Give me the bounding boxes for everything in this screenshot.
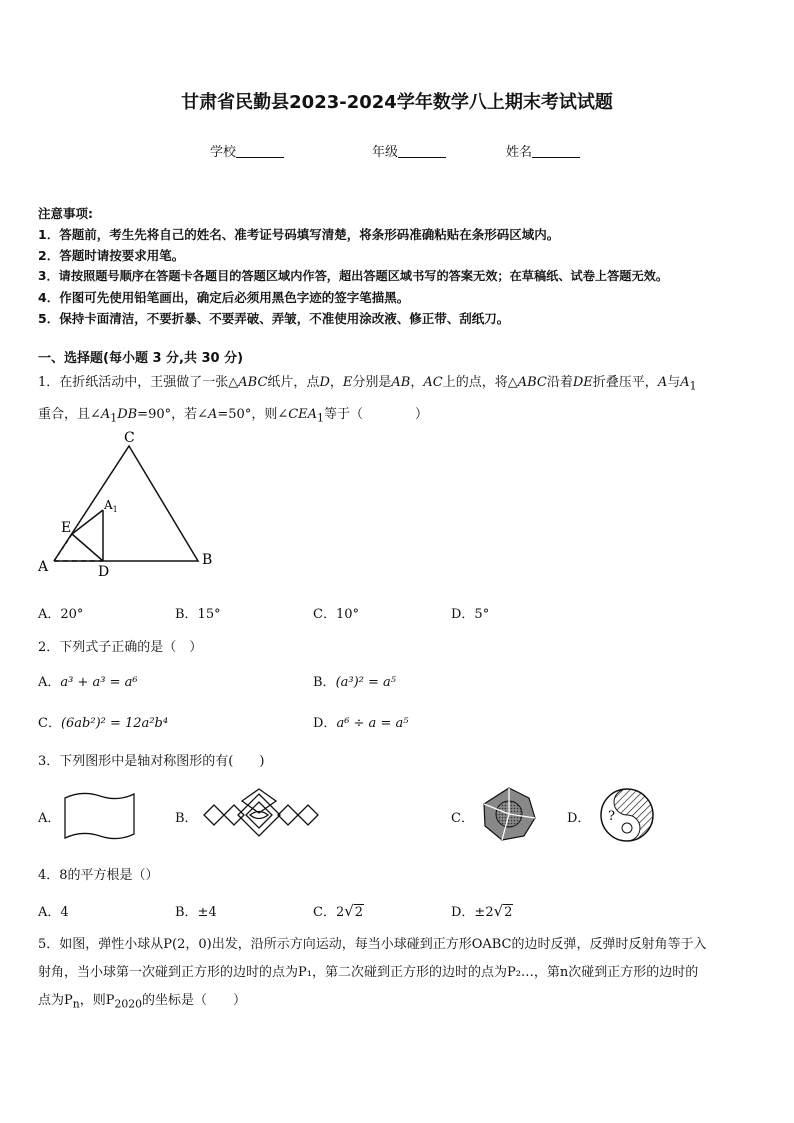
q2-option-b (313, 671, 396, 690)
q5-text: 的坐标是（ ） (142, 993, 247, 1008)
q5-text: n (72, 997, 80, 1011)
question-mark: ? (608, 809, 615, 824)
q4-radicand: 2 (504, 905, 513, 920)
grade-label: 年级 (372, 145, 399, 160)
grade-blank (398, 145, 446, 158)
school-blank (236, 145, 284, 158)
q5-text: ，则P (79, 993, 115, 1008)
q1-text: ABC (517, 375, 547, 390)
q2-option-a (38, 671, 138, 690)
question-4-stem: 4．8的平方根是（） (38, 868, 159, 883)
school-label: 学校 (210, 145, 237, 160)
label-A: A (38, 559, 49, 575)
q1-text: AB (391, 375, 411, 390)
q1-text: D (319, 375, 330, 390)
q1-text: 1．在折纸活动中，王强做了一张△ (38, 375, 239, 390)
q1-text: 与 (667, 375, 681, 390)
q3-option-c-label: C． (451, 811, 474, 826)
q2-option-label: C． (38, 716, 61, 731)
q4-option-a: A．4 (38, 905, 69, 920)
sqrt-icon: √ (344, 902, 354, 920)
question-5-stem (38, 931, 758, 1019)
q1-text: ， (410, 375, 424, 390)
q1-option-d: D．5° (451, 607, 490, 622)
note-item: 4．作图可先使用铅笔画出，确定后必须用黑色字迹的签字笔描黑。 (38, 290, 410, 305)
q5-line: 射角，当小球第一次碰到正方形的边时的点为P₁，第二次碰到正方形的边时的点为P₂…，第n次碰到正方形的边时的 (38, 965, 699, 980)
q2-option-expr: (a³)² = a⁵ (335, 675, 396, 690)
q3-option-c-figure (480, 786, 538, 842)
q3-option-b-figure (202, 788, 320, 842)
q1-text: 上的点，将△ (442, 375, 518, 390)
q4-option-label: C．2 (313, 905, 345, 920)
q1-text: =50°，则∠ (217, 406, 289, 422)
question-3-stem: 3．下列图形中是轴对称图形的有( ) (38, 754, 265, 769)
q2-option-d (313, 712, 408, 731)
name-label: 姓名 (506, 145, 533, 160)
q2-option-label: D． (313, 716, 337, 731)
q1-text: A (100, 406, 111, 422)
q1-text: 1 (317, 411, 324, 425)
q5-line: 5．如图，弹性小球从P(2，0)出发，沿所示方向运动，每当小球碰到正方形OABC的边时反弹，反弹时反射角等于入 (38, 937, 707, 952)
q3-option-a-figure (62, 790, 138, 842)
q1-text: 沿着 (546, 375, 573, 390)
q2-option-c (38, 712, 168, 731)
q4-option-c (313, 901, 364, 920)
q3-option-d-label: D． (567, 811, 591, 826)
q1-text: 1 (110, 411, 118, 425)
q1-text: E (342, 375, 353, 390)
q1-text: CEA (288, 406, 318, 422)
q1-text: A (680, 375, 690, 390)
q4-option-label: D．±2 (451, 905, 494, 920)
q1-text: AC (423, 375, 443, 390)
school-field (210, 141, 284, 160)
label-A1: $A_1$ (104, 498, 118, 514)
q1-triangle-figure (30, 430, 230, 580)
label-E: E (61, 520, 72, 536)
name-blank (532, 145, 580, 158)
grade-field (372, 141, 446, 160)
q2-option-expr: (6ab²)² = 12a²b⁴ (60, 716, 169, 731)
q1-text: 分别是 (352, 375, 392, 390)
q3-option-a-label: A． (38, 811, 61, 826)
note-item: 3．请按照题号顺序在答题卡各题目的答题区域内作答，超出答题区域书写的答案无效；在草稿纸、试卷上答题无效。 (38, 269, 669, 283)
notes-block (38, 203, 768, 329)
notes-heading: 注意事项: (38, 206, 93, 221)
q2-option-label: A． (38, 675, 61, 690)
q1-text: A (208, 406, 218, 422)
note-item: 2．答题时请按要求用笔。 (38, 248, 185, 263)
q1-option-c: C．10° (313, 607, 359, 622)
q4-option-b: B．±4 (175, 905, 217, 920)
q1-text: 折叠压平， (592, 375, 658, 390)
note-item: 1．答题前，考生先将自己的姓名、准考证号码填写清楚，将条形码准确粘贴在条形码区域内。 (38, 227, 560, 242)
q1-text: ， (329, 375, 343, 390)
q1-text: DB (117, 406, 138, 422)
q1-text: 纸片，点 (267, 375, 320, 390)
q4-radicand: 2 (354, 905, 364, 920)
q1-text: 等于（ ） (323, 406, 428, 422)
q1-text: A (657, 375, 668, 390)
q2-option-expr: a⁶ ÷ a = a⁵ (336, 716, 409, 731)
q1-text: =90°，若∠ (137, 406, 208, 422)
name-field (506, 141, 580, 160)
q2-option-expr: a³ + a³ = a⁶ (60, 675, 138, 690)
q3-option-d-figure (598, 786, 656, 844)
q4-option-d (451, 901, 513, 920)
page-title: 甘肃省民勤县2023-2024学年数学八上期末考试试题 (181, 92, 613, 113)
section-title: 一、选择题(每小题 3 分,共 30 分) (38, 351, 244, 366)
q5-text: 点为P (38, 993, 73, 1008)
q2-option-label: B． (313, 675, 336, 690)
sqrt-icon: √ (493, 902, 504, 920)
q1-option-b: B．15° (175, 607, 221, 622)
label-D: D (98, 564, 110, 580)
q5-text: 2020 (114, 997, 143, 1011)
q1-text: ABC (238, 375, 268, 390)
q1-option-a: A．20° (38, 607, 84, 622)
label-C: C (124, 430, 135, 446)
q1-text: DE (572, 375, 593, 390)
q1-text: 重合，且∠ (38, 406, 101, 422)
question-1-stem (38, 369, 758, 432)
note-item: 5．保持卡面清洁，不要折暴、不要弄破、弄皱，不准使用涂改液、修正带、刮纸刀。 (38, 311, 510, 326)
q5-line-3 (38, 987, 758, 1019)
q1-text: 1 (689, 379, 697, 393)
label-B: B (202, 552, 213, 568)
q3-option-b-label: B． (175, 811, 198, 826)
question-2-stem: 2．下列式子正确的是（ ） (38, 640, 203, 655)
